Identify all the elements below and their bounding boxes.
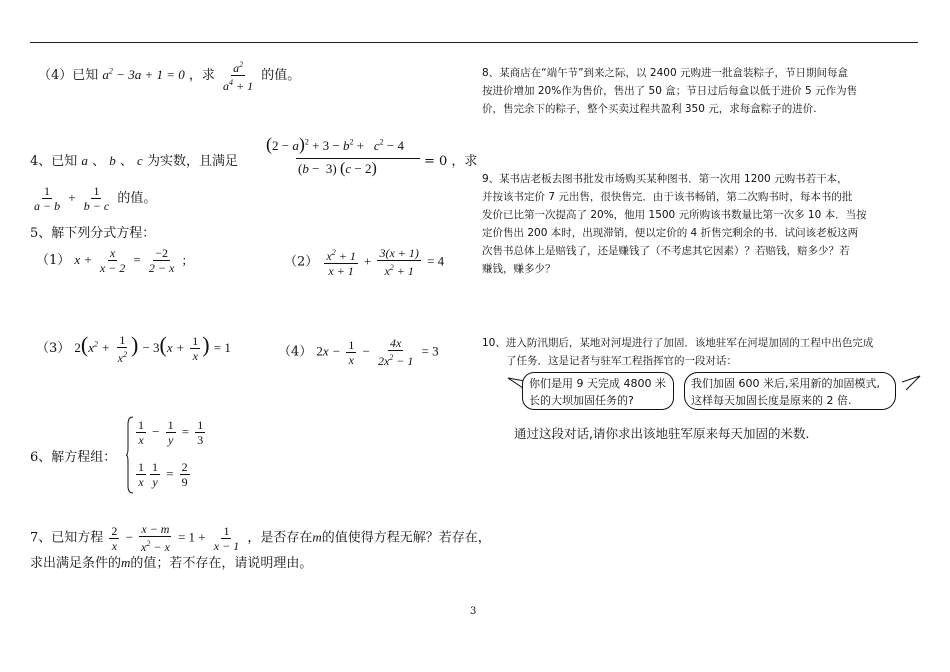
q4a-tail: 的值。 bbox=[261, 68, 301, 83]
q4-ask-line: $\frac{1}{a - b}$ + $\frac{1}{b - c}$ 的值。 bbox=[34, 184, 157, 213]
page-number: 3 bbox=[470, 606, 477, 617]
q5-eq1: （1） x + $\frac{x}{x - 2}$ = $\frac{-2}{2 - x}$ ; bbox=[36, 246, 187, 275]
q9-line1: 9、某书店老板去图书批发市场购买某种图书．第一次用 1200 元购书若干本， bbox=[482, 173, 848, 185]
q9-line4: 定价售出 200 本时，出现滞销，便以定价的 4 折售完剩余的书．试问该老板这两 bbox=[482, 227, 859, 239]
q4-intro: 4、已知 bbox=[30, 154, 78, 169]
q4-fraction-bar bbox=[296, 158, 420, 159]
q5-title: 5、解下列分式方程： bbox=[30, 226, 156, 241]
q4-condition-fraction: $(2 - a)^2 + 3 - b^2 + c^2 - 4$ bbox=[266, 134, 404, 154]
system-brace bbox=[126, 416, 134, 494]
system-eq1: $\frac{1}{x}$ − $\frac{1}{y}$ = $\frac{1}{3}$ bbox=[138, 418, 204, 447]
q9-line5: 次售书总体上是赔钱了，还是赚钱了（不考虑其它因素）？若赔钱，赔多少？若 bbox=[482, 245, 850, 257]
q9-block bbox=[482, 170, 867, 278]
q10-line1: 10、进入防汛期后，某地对河堤进行了加固．该地驻军在河堤加固的工程中出色完成 bbox=[482, 337, 874, 349]
q4-mid: 为实数，且满足 bbox=[146, 154, 238, 169]
q5-eq3: （3） $2(x^2$ + $\frac{1}{x^2}$ ) − 3(x + $\frac{1}{x}$ ) = 1 bbox=[36, 332, 231, 365]
q5-eq2: （2） $\frac{x^2 + 1}{x + 1}$ + $\frac{3(x + 1)}{x^2 + 1}$ = 4 bbox=[284, 246, 445, 278]
q4a-equation: $a^2 - 3a + 1 = 0$ bbox=[102, 66, 185, 82]
q10-line2: 了任务．这是记者与驻军工程指挥官的一段对话： bbox=[506, 355, 737, 367]
q4a-ask: ，求 bbox=[188, 68, 215, 83]
q7-line2: 求出满足条件的m的值；若不存在，请说明理由。 bbox=[30, 555, 313, 571]
q4a-line bbox=[38, 58, 300, 93]
q4a-fraction: $\frac{a^2}{a^4 + 1}$ bbox=[223, 60, 254, 93]
q4a-label: （4）已知 bbox=[38, 68, 99, 83]
q7-line1: 7、已知方程 $\frac{2}{x}$ − $\frac{x - m}{x^2 - x}$ = 1 + $\frac{1}{x - 1}$ ，是否存在m的值使得方程无解？若存在， bbox=[30, 522, 491, 554]
q4-eq-zero: = 0 ，求 bbox=[424, 154, 478, 169]
header-rule bbox=[30, 42, 918, 43]
q8-line3: 价，售完余下的粽子，整个买卖过程共盈利 350 元，求每盒粽子的进价. bbox=[482, 103, 817, 115]
dialog-bubble-reporter: 你们是用 9 天完成 4800 米长的大坝加固任务的? bbox=[522, 372, 674, 410]
q8-block bbox=[482, 64, 857, 118]
q4-line: 4、已知 a 、 b 、 c 为实数，且满足 bbox=[30, 153, 238, 169]
q4-condition-denominator: (b − 3) (c − 2) bbox=[298, 160, 377, 177]
system-eq2: $\frac{1}{x}$ $\frac{1}{y}$ = $\frac{2}{9}$ bbox=[138, 460, 188, 489]
q9-line6: 赚钱，赚多少？ bbox=[482, 263, 556, 275]
q9-line2: 并按该书定价 7 元出售，很快售完．由于该书畅销，第二次购书时，每本书的批 bbox=[482, 191, 853, 203]
dialog-bubble-commander: 我们加固 600 米后,采用新的加固模式,这样每天加固长度是原来的 2 倍. bbox=[684, 372, 896, 410]
q8-line2: 按进价增加 20%作为售价，售出了 50 盒；节日过后每盒以低于进价 5 元作为售 bbox=[482, 85, 858, 97]
q10-question: 通过这段对话,请你求出该地驻军原来每天加固的米数. bbox=[514, 426, 810, 441]
q8-line1: 8、某商店在“端午节”到来之际，以 2400 元购进一批盒装粽子，节日期间每盒 bbox=[482, 67, 848, 79]
q10-intro bbox=[482, 334, 873, 370]
q9-line3: 发价已比第一次提高了 20%，他用 1500 元所购该书数量比第一次多 10 本．当按 bbox=[482, 209, 867, 221]
q4-tail: 的值。 bbox=[117, 191, 157, 206]
q6-title: 6、解方程组： bbox=[30, 450, 117, 465]
q5-eq4: （4） 2x − $\frac{1}{x}$ − $\frac{4x}{2x^2 - 1}$ = 3 bbox=[278, 336, 439, 368]
